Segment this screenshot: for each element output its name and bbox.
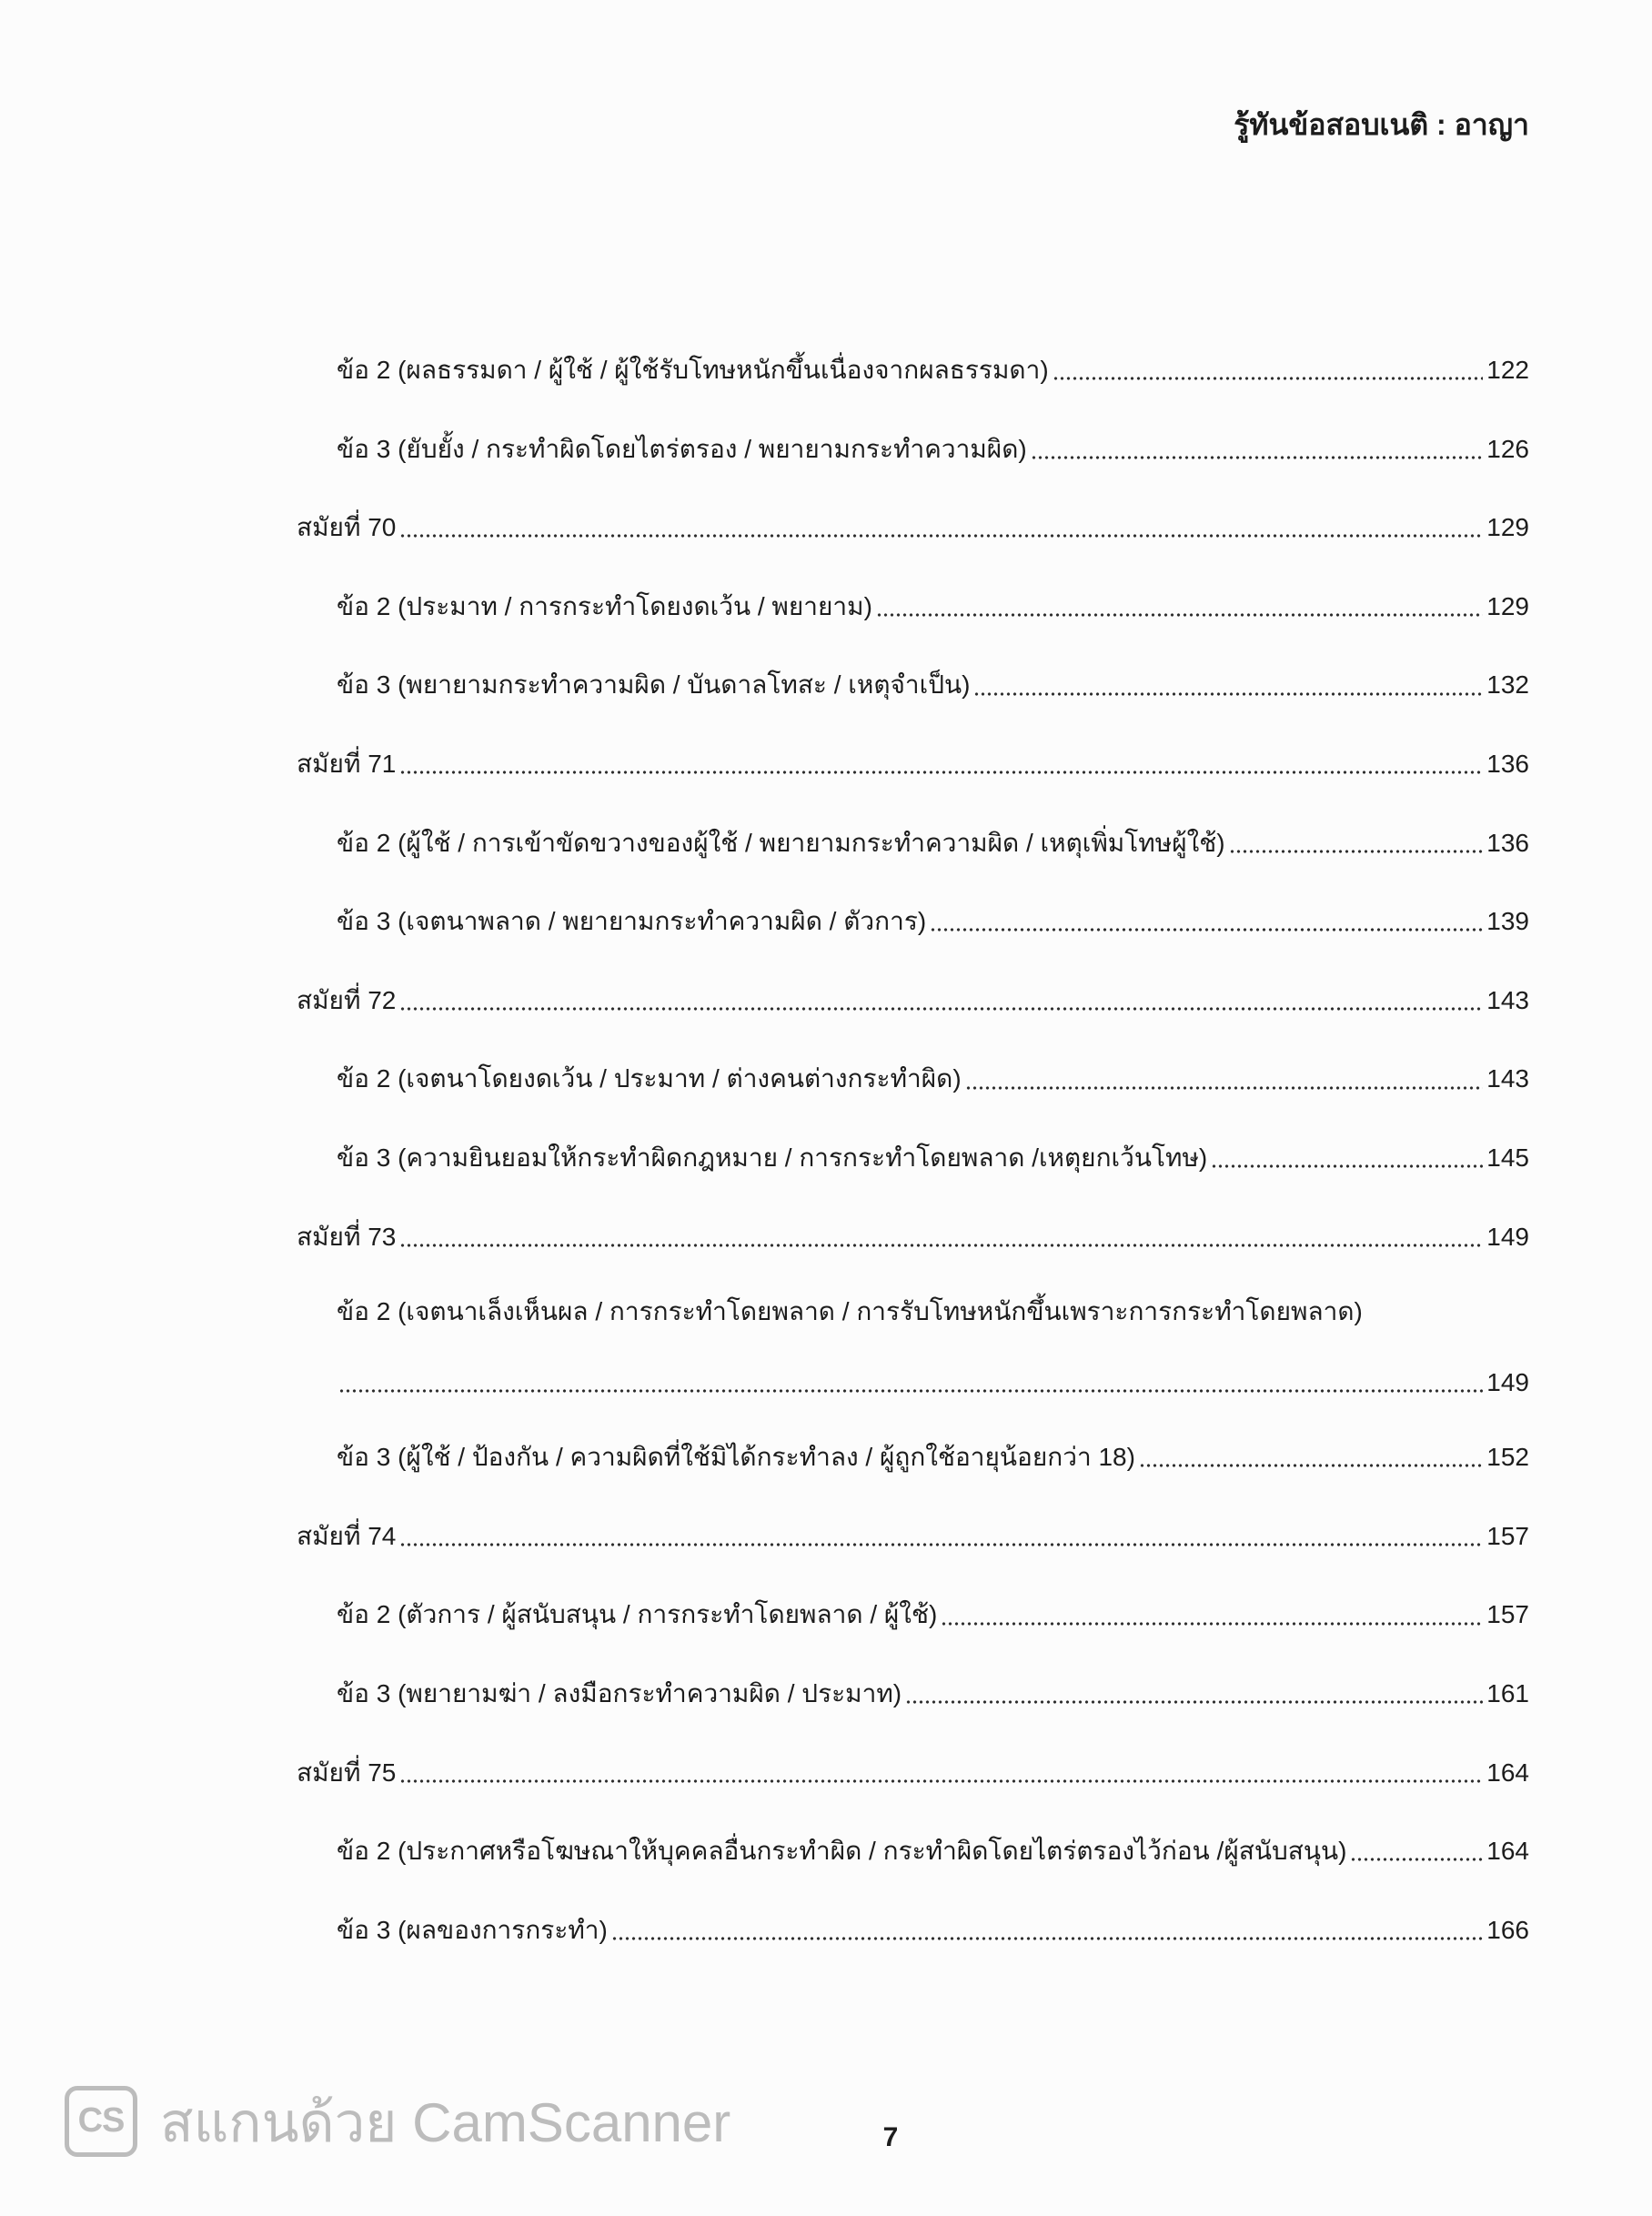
toc-entry-label: ข้อ 2 (ประมาท / การกระทำโดยงดเว้น / พยายาม) — [337, 591, 872, 620]
toc-session-heading — [297, 1497, 1529, 1576]
toc-session-heading — [297, 1198, 1529, 1277]
toc-entry-page-number: 157 — [1486, 1600, 1529, 1629]
toc-entry-page-number: 132 — [1486, 670, 1529, 700]
dot-leader — [399, 1243, 1483, 1248]
toc-entry-page-number: 164 — [1486, 1837, 1529, 1866]
toc-entry-page-number: 126 — [1486, 434, 1529, 463]
toc-entry-page-number: 161 — [1486, 1678, 1529, 1707]
toc-entry-page-number: 139 — [1486, 907, 1529, 936]
toc-entry-page-number: 136 — [1486, 828, 1529, 857]
toc-entry-label: ข้อ 2 (เจตนาเล็งเห็นผล / การกระทำโดยพลาด / การรับโทษหนักขึ้นเพราะการกระทำโดยพลาด) — [337, 1297, 1363, 1326]
toc-session-title: สมัยที่ 75 — [297, 1758, 397, 1787]
toc-entry-label: ข้อ 2 (ตัวการ / ผู้สนับสนุน / การกระทำโดยพลาด / ผู้ใช้) — [337, 1600, 938, 1629]
toc-entry — [337, 804, 1529, 883]
dot-leader — [973, 691, 1483, 697]
toc-session-page-number: 164 — [1486, 1758, 1529, 1787]
toc-session-page-number: 136 — [1486, 749, 1529, 778]
toc-entry — [337, 1040, 1529, 1119]
toc-entry — [337, 1655, 1529, 1734]
dot-leader — [1031, 455, 1484, 460]
toc-session-page-number: 157 — [1486, 1521, 1529, 1550]
toc-entry — [337, 410, 1529, 489]
toc-entry-label: ข้อ 2 (เจตนาโดยงดเว้น / ประมาท / ต่างคนต่างกระทำผิด) — [337, 1064, 962, 1093]
toc-session-title: สมัยที่ 70 — [297, 513, 397, 542]
toc-entry-label: ข้อ 3 (เจตนาพลาด / พยายามกระทำความผิด / ตัวการ) — [337, 907, 927, 936]
page-number: 7 — [882, 2122, 899, 2152]
toc-entry-label: ข้อ 3 (ผู้ใช้ / ป้องกัน / ความผิดที่ใช้มิได้กระทำลง / ผู้ถูกใช้อายุน้อยกว่า 18) — [337, 1443, 1135, 1472]
dot-leader — [399, 1542, 1483, 1547]
toc-entry-label: ข้อ 2 (ผลธรรมดา / ผู้ใช้ / ผู้ใช้รับโทษหนักขึ้นเนื่องจากผลธรรมดา) — [337, 356, 1049, 384]
toc-session-heading — [297, 725, 1529, 804]
toc-entry — [337, 1418, 1529, 1497]
dot-leader — [1350, 1857, 1483, 1862]
dot-leader — [941, 1621, 1483, 1627]
toc-entry-first-line — [337, 1276, 1529, 1347]
toc-entry — [337, 1812, 1529, 1891]
toc-session-page-number: 143 — [1486, 985, 1529, 1014]
dot-leader — [1053, 376, 1484, 381]
dot-leader — [399, 1778, 1483, 1784]
toc-entry-page-number: 143 — [1486, 1064, 1529, 1093]
toc-session-heading — [297, 1734, 1529, 1813]
toc-session-page-number: 149 — [1486, 1222, 1529, 1251]
toc-session-heading — [297, 962, 1529, 1041]
dot-leader — [965, 1085, 1484, 1091]
toc-entry-label: ข้อ 2 (ประกาศหรือโฆษณาให้บุคคลอื่นกระทำผิด / กระทำผิดโดยไตร่ตรองไว้ก่อน /ผู้สนับสนุน) — [337, 1837, 1347, 1866]
toc-entry — [337, 568, 1529, 647]
toc-entry-page-number: 122 — [1486, 356, 1529, 384]
toc-entry-wrapped — [0, 1276, 1652, 1418]
toc-entry-label: ข้อ 2 (ผู้ใช้ / การเข้าขัดขวางของผู้ใช้ / พยายามกระทำความผิด / เหตุเพิ่มโทษผู้ใช้) — [337, 828, 1225, 857]
dot-leader — [338, 1388, 1483, 1394]
toc-entry — [337, 1891, 1529, 1970]
toc-session-heading — [297, 489, 1529, 568]
toc-entry-page-number: 166 — [1486, 1915, 1529, 1944]
toc-session-page-number: 129 — [1486, 513, 1529, 542]
toc-entry-label: ข้อ 3 (ผลของการกระทำ) — [337, 1915, 608, 1944]
table-of-contents — [0, 331, 1652, 1969]
toc-entry-label: ข้อ 3 (ยับยั้ง / กระทำผิดโดยไตร่ตรอง / พยายามกระทำความผิด) — [337, 434, 1027, 463]
dot-leader — [876, 612, 1483, 618]
toc-entry-page-number: 149 — [1486, 1368, 1529, 1397]
toc-entry — [337, 646, 1529, 725]
toc-entry-label: ข้อ 3 (ความยินยอมให้กระทำผิดกฎหมาย / การกระทำโดยพลาด /เหตุยกเว้นโทษ) — [337, 1143, 1208, 1172]
dot-leader — [905, 1699, 1483, 1705]
toc-entry — [337, 882, 1529, 962]
toc-entry-continuation-line — [337, 1347, 1529, 1418]
toc-entry-label: ข้อ 3 (พยายามกระทำความผิด / บันดาลโทสะ / เหตุจำเป็น) — [337, 670, 971, 700]
toc-session-title: สมัยที่ 73 — [297, 1222, 397, 1251]
toc-entry-page-number: 129 — [1486, 591, 1529, 620]
running-header-title: รู้ทันข้อสอบเนติ : อาญา — [1234, 108, 1529, 141]
toc-entry — [337, 1576, 1529, 1655]
dot-leader — [399, 1006, 1483, 1012]
dot-leader — [1139, 1463, 1483, 1468]
dot-leader — [611, 1936, 1483, 1941]
dot-leader — [1211, 1163, 1483, 1169]
toc-entry-page-number: 152 — [1486, 1443, 1529, 1472]
dot-leader — [399, 533, 1483, 539]
camscanner-watermark-text: สแกนด้วย CamScanner — [160, 2092, 731, 2153]
toc-entry-page-number: 145 — [1486, 1143, 1529, 1172]
toc-session-title: สมัยที่ 71 — [297, 749, 397, 778]
dot-leader — [930, 927, 1483, 932]
toc-entry-label: ข้อ 3 (พยายามฆ่า / ลงมือกระทำความผิด / ประมาท) — [337, 1678, 902, 1707]
toc-session-title: สมัยที่ 74 — [297, 1521, 397, 1550]
dot-leader — [1229, 849, 1484, 854]
toc-session-title: สมัยที่ 72 — [297, 985, 397, 1014]
dot-leader — [399, 770, 1483, 775]
toc-entry — [337, 1119, 1529, 1198]
camscanner-logo: CS — [65, 2086, 137, 2157]
toc-entry — [337, 331, 1529, 410]
